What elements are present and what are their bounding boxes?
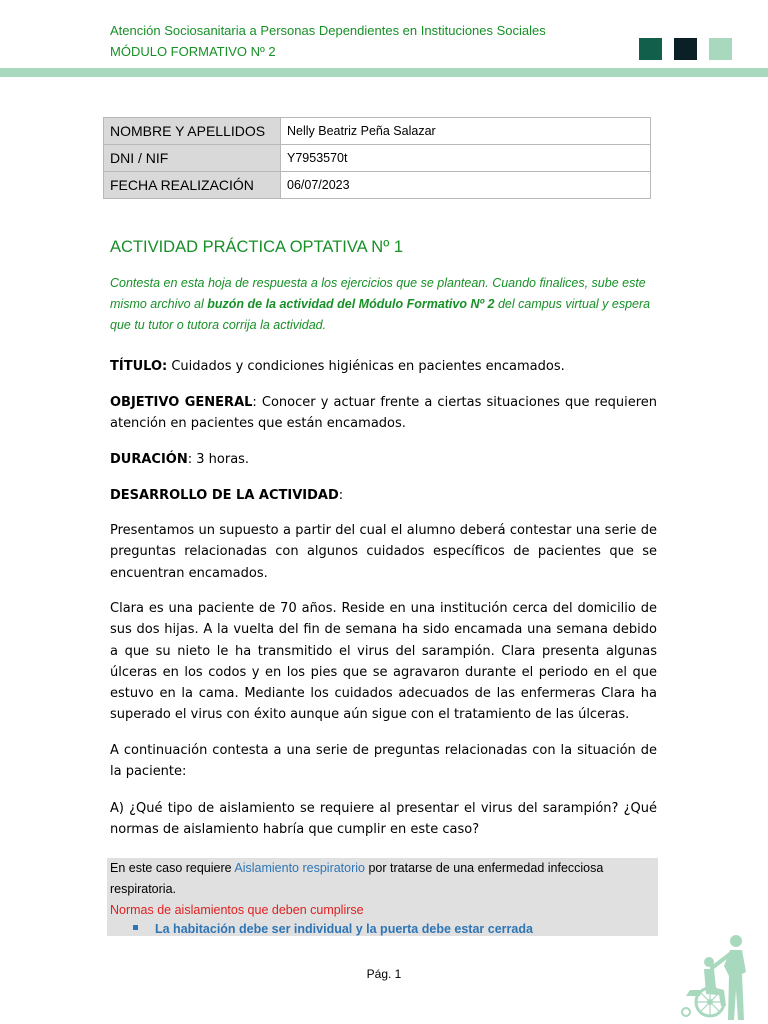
- instructions-text-end: del campus virtual y espera que tu tutor o tutora corrija la actividad.: [110, 297, 651, 332]
- header-square-navy: [674, 38, 697, 60]
- instructions-text: Contesta en esta hoja de respuesta a los ejercicios que se plantean. Cuando finalices, sube este mismo archivo al: [110, 276, 646, 311]
- student-info-table: [103, 117, 651, 199]
- header-square-dark-green: [639, 38, 662, 60]
- page-header: [0, 0, 768, 68]
- case-paragraph: Clara es una paciente de 70 años. Reside en una institución cerca del domicilio de sus dos hijas. A la vuelta del fin de semana ha sido encamada una semana debido a que su nieto le ha transmitido el virus del sarampión. Clara presenta algunas úlceras en los codos y en los pies que se agravaron durante el periodo en el que estuvo en la cama. Mediante los cuidados adecuados de las enfermeras Clara ha superado el virus con éxito aunque aún sigue con el tratamiento de las úlceras.: [110, 601, 657, 723]
- info-label: DNI / NIF: [104, 145, 281, 172]
- objetivo-field: [110, 392, 657, 435]
- caregiver-wheelchair-icon: [672, 932, 764, 1022]
- desarrollo-colon: :: [338, 488, 344, 503]
- question-a: A) ¿Qué tipo de aislamiento se requiere al presentar el virus del sarampión? ¿Qué normas de aislamiento habría que cumplir en este caso?: [110, 801, 657, 838]
- duracion-value: : 3 horas.: [187, 452, 250, 467]
- page-number: Pág. 1: [366, 967, 402, 981]
- activity-title: ACTIVIDAD PRÁCTICA OPTATIVA Nº 1: [110, 238, 403, 256]
- instructions-bold: buzón de la actividad del Módulo Formativo Nº 2: [207, 297, 495, 311]
- duracion-field: [110, 449, 657, 470]
- answer-subheading: Normas de aislamientos que deben cumplirse: [110, 903, 364, 917]
- info-label: NOMBRE Y APELLIDOS: [104, 118, 281, 145]
- objetivo-label: OBJETIVO GENERAL: [110, 395, 253, 410]
- answer-highlight: Aislamiento respiratorio: [234, 861, 365, 875]
- duracion-label: DURACIÓN: [110, 452, 188, 467]
- activity-instructions: [110, 273, 655, 336]
- header-module: MÓDULO FORMATIVO Nº 2: [110, 44, 276, 59]
- intro-paragraph: Presentamos un supuesto a partir del cual el alumno deberá contestar una serie de preguntas relacionadas con algunos cuidados específicos de pacientes que se encuentran encamados.: [110, 523, 657, 581]
- table-row: [104, 118, 651, 145]
- desarrollo-field: [110, 485, 657, 506]
- answer-text-start: En este caso requiere: [110, 861, 235, 875]
- info-value[interactable]: Y7953570t: [281, 145, 651, 172]
- desarrollo-label: DESARROLLO DE LA ACTIVIDAD: [110, 488, 339, 503]
- info-label: FECHA REALIZACIÓN: [104, 172, 281, 199]
- info-value[interactable]: Nelly Beatriz Peña Salazar: [281, 118, 651, 145]
- titulo-field: [110, 356, 657, 377]
- list-item: [133, 920, 533, 938]
- list-item-text: La habitación debe ser individual y la puerta debe estar cerrada: [155, 922, 533, 936]
- header-title: Atención Sociosanitaria a Personas Dependientes en Instituciones Sociales: [110, 23, 546, 38]
- square-bullet-icon: [133, 925, 138, 930]
- table-row: [104, 145, 651, 172]
- titulo-value: Cuidados y condiciones higiénicas en pacientes encamados.: [167, 359, 565, 374]
- answer-text: [110, 858, 650, 900]
- instruction-paragraph: A continuación contesta a una serie de preguntas relacionadas con la situación de la paciente:: [110, 743, 657, 780]
- header-square-light-green: [709, 38, 732, 60]
- objetivo-value: : Conocer y actuar frente a ciertas situaciones que requieren atención en pacientes que están encamados.: [110, 395, 657, 432]
- header-band: [0, 68, 768, 77]
- table-row: [104, 172, 651, 199]
- titulo-label: TÍTULO:: [110, 359, 168, 374]
- info-value[interactable]: 06/07/2023: [281, 172, 651, 199]
- answer-box[interactable]: [107, 858, 658, 936]
- answer-text-end: por tratarse de una enfermedad infecciosa respiratoria.: [110, 861, 604, 896]
